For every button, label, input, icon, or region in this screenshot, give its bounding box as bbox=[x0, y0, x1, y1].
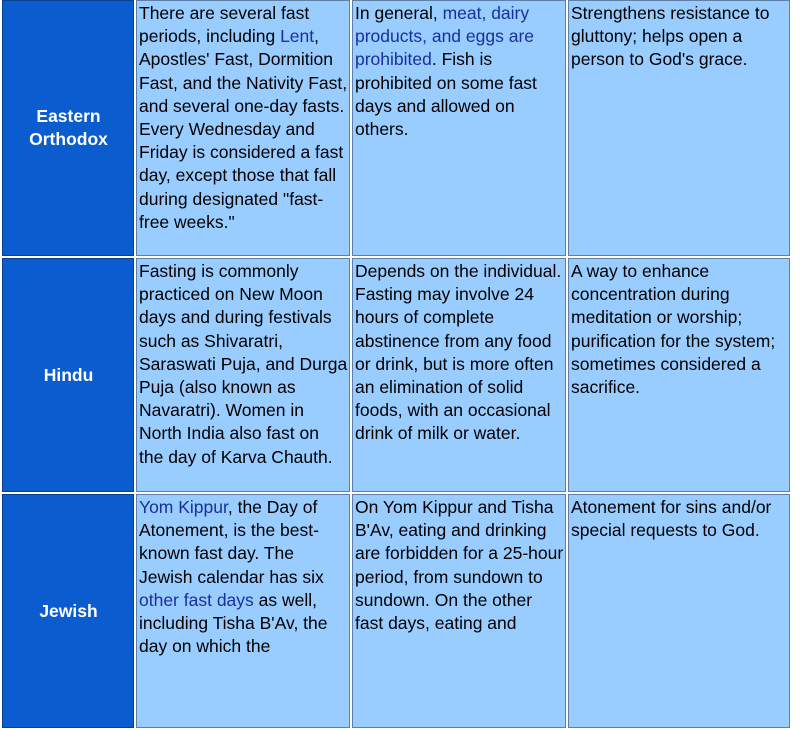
purpose-cell: A way to enhance concentration during meditation or worship; purification for the system; sometimes considered a sacrifice. bbox=[568, 258, 790, 492]
table-row bbox=[2, 258, 790, 492]
religion-label: Hindu bbox=[43, 364, 94, 385]
other-fast-days-link[interactable]: other fast days bbox=[139, 589, 254, 610]
religion-cell bbox=[2, 258, 134, 492]
meat-dairy-eggs-link[interactable]: meat, dairy products, and eggs are prohibited bbox=[355, 3, 535, 70]
yom-kippur-link[interactable]: Yom Kippur bbox=[139, 497, 228, 517]
rules-cell: Depends on the individual. Fasting may involve 24 hours of complete abstinence from any food or drink, but is more often an elimination of solid foods, with an occasional drink of milk or water. bbox=[352, 258, 566, 492]
practice-cell: There are several fast periods, including Lent, Apostles' Fast, Dormition Fast, and the Nativity Fast, and several one-day fasts. Every Wednesday and Friday is considered a fast day, except those that fall during designated "fast-free weeks." bbox=[136, 0, 350, 256]
religion-cell bbox=[2, 494, 134, 728]
practice-cell: Yom Kippur, the Day of Atonement, is the best-known fast day. The Jewish calendar has six other fast days as well, including Tisha B'Av, the day on which the bbox=[136, 494, 350, 728]
rules-cell: On Yom Kippur and Tisha B'Av, eating and drinking are forbidden for a 25-hour period, from sundown to sundown. On the other fast days, eating and bbox=[352, 494, 566, 728]
rules-cell: In general, meat, dairy products, and eggs are prohibited. Fish is prohibited on some fast days and allowed on others. bbox=[352, 0, 566, 256]
purpose-cell: Strengthens resistance to gluttony; helps open a person to God's grace. bbox=[568, 0, 790, 256]
religion-label: Jewish bbox=[39, 600, 98, 621]
purpose-cell: Atonement for sins and/or special requests to God. bbox=[568, 494, 790, 728]
religion-label: Eastern Orthodox bbox=[29, 106, 108, 149]
practice-cell: Fasting is commonly practiced on New Moon days and during festivals such as Shivaratri, Saraswati Puja, and Durga Puja (also known as Navaratri). Women in North India also fast on the day of Karva Chauth. bbox=[136, 258, 350, 492]
table-row bbox=[2, 494, 790, 728]
table-row bbox=[2, 0, 790, 256]
religion-cell bbox=[2, 0, 134, 256]
lent-link[interactable]: Lent bbox=[280, 26, 315, 47]
